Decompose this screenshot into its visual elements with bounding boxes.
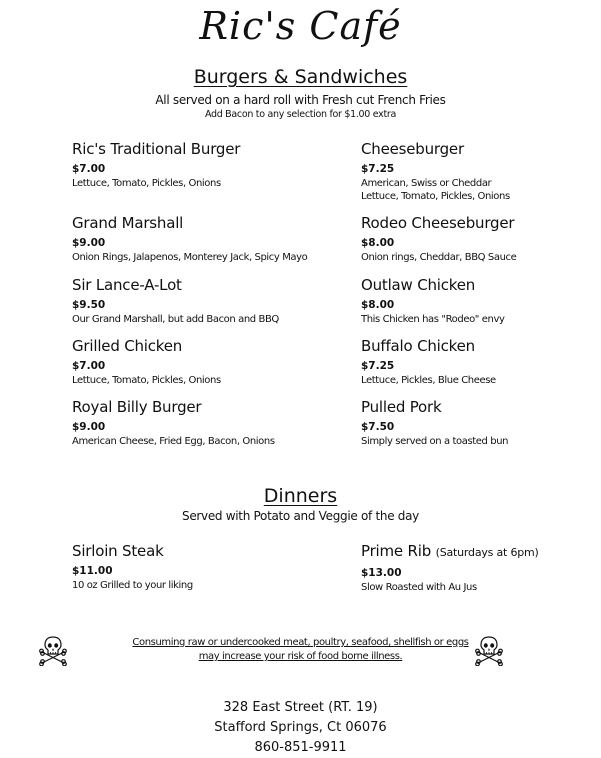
item-description: Slow Roasted with Au Jus	[361, 582, 477, 593]
item-name: Pulled Pork	[361, 398, 442, 416]
menu-item	[72, 337, 322, 387]
item-description: Lettuce, Pickles, Blue Cheese	[361, 375, 496, 386]
address-street: 328 East Street (RT. 19)	[223, 700, 378, 715]
menu-item	[361, 542, 591, 594]
item-description: Simply served on a toasted bun	[361, 436, 509, 447]
menu-item	[72, 214, 322, 264]
item-description: American, Swiss or Cheddar	[361, 178, 492, 189]
item-price: $13.00	[361, 567, 402, 579]
section-note-bacon: Add Bacon to any selection for $1.00 extra	[204, 109, 397, 120]
item-price: $7.00	[72, 360, 106, 372]
item-name-note: (Saturdays at 6pm)	[435, 546, 539, 559]
item-price: $7.25	[361, 163, 395, 175]
item-description: Onion rings, Cheddar, BBQ Sauce	[361, 252, 517, 263]
item-price: $11.00	[72, 565, 113, 577]
menu-item	[72, 542, 322, 592]
address-block	[0, 698, 601, 758]
item-description: This Chicken has "Rodeo" envy	[361, 314, 505, 325]
item-name: Ric's Traditional Burger	[72, 140, 241, 158]
warning-line-2: may increase your risk of food borne illness.	[198, 651, 403, 662]
item-description: Onion Rings, Jalapenos, Monterey Jack, Spicy Mayo	[72, 252, 308, 263]
section-subheading-burgers: All served on a hard roll with Fresh cut French Fries	[155, 93, 446, 107]
item-price: $9.50	[72, 299, 106, 311]
item-description: 10 oz Grilled to your liking	[72, 580, 193, 591]
item-description: American Cheese, Fried Egg, Bacon, Onions	[72, 436, 275, 447]
menu-item	[72, 276, 322, 326]
item-description: Lettuce, Tomato, Pickles, Onions	[72, 178, 221, 189]
item-price: $9.00	[72, 421, 106, 433]
food-safety-warning	[0, 636, 601, 664]
skull-and-crossbones-icon	[474, 634, 504, 666]
item-price: $9.00	[72, 237, 106, 249]
warning-line-1: Consuming raw or undercooked meat, poultry, seafood, shellfish or eggs	[132, 637, 469, 648]
menu-item	[361, 276, 601, 326]
section-subheading-dinners: Served with Potato and Veggie of the day	[182, 509, 419, 523]
menu-item	[361, 398, 601, 448]
menu-item	[361, 214, 601, 264]
item-name: Rodeo Cheeseburger	[361, 214, 515, 232]
item-description: Lettuce, Tomato, Pickles, Onions	[361, 191, 510, 202]
item-description: Lettuce, Tomato, Pickles, Onions	[72, 375, 221, 386]
item-name: Outlaw Chicken	[361, 276, 476, 294]
item-price: $8.00	[361, 299, 395, 311]
section-heading-dinners: Dinners	[263, 485, 338, 507]
item-price: $7.25	[361, 360, 395, 372]
phone-number: 860-851-9911	[254, 740, 347, 755]
item-name: Royal Billy Burger	[72, 398, 202, 416]
item-name: Grilled Chicken	[72, 337, 183, 355]
item-name: Cheeseburger	[361, 140, 464, 158]
section-heading-burgers: Burgers & Sandwiches	[193, 66, 408, 88]
item-name	[72, 542, 322, 560]
item-price: $7.50	[361, 421, 395, 433]
item-name-text: Prime Rib	[361, 542, 432, 560]
menu-item	[72, 140, 322, 190]
menu-item	[361, 337, 601, 387]
item-name	[361, 542, 591, 562]
item-name-text: Sirloin Steak	[72, 542, 164, 560]
menu-item	[72, 398, 322, 448]
item-name: Grand Marshall	[72, 214, 184, 232]
menu-item	[361, 140, 601, 203]
item-price: $8.00	[361, 237, 395, 249]
item-name: Buffalo Chicken	[361, 337, 475, 355]
item-description: Our Grand Marshall, but add Bacon and BBQ	[72, 314, 279, 325]
item-price: $7.00	[72, 163, 106, 175]
restaurant-title: Ric's Café	[199, 4, 402, 48]
item-name: Sir Lance-A-Lot	[72, 276, 182, 294]
address-city: Stafford Springs, Ct 06076	[214, 720, 387, 735]
